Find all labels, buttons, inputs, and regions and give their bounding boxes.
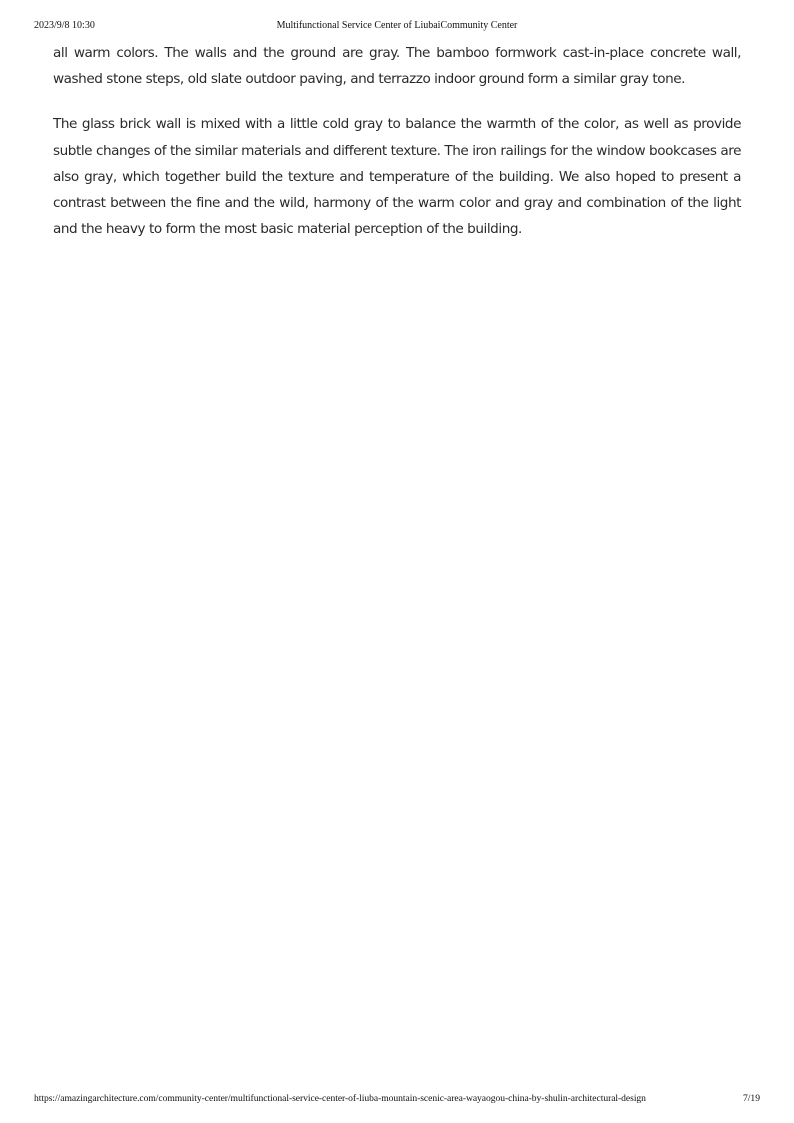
- article-body: [53, 40, 741, 261]
- print-footer: [34, 1093, 760, 1107]
- page-title: Multifunctional Service Center of LiubaiCommunity Center: [276, 20, 518, 31]
- page-number: 7/19: [742, 1093, 760, 1104]
- article-paragraph: all warm colors. The walls and the ground are gray. The bamboo formwork cast-in-place concrete wall, washed stone steps, old slate outdoor paving, and terrazzo indoor ground form a similar gray tone.: [53, 45, 741, 88]
- source-url: https://amazingarchitecture.com/community-center/multifunctional-service-center-of-liuba-mountain-scenic-area-wayaogou-china-by-shulin-architectural-design: [34, 1093, 646, 1104]
- print-datetime: 2023/9/8 10:30: [34, 20, 95, 31]
- print-header: [34, 20, 760, 34]
- article-paragraph: The glass brick wall is mixed with a little cold gray to balance the warmth of the color, as well as provide subtle changes of the similar materials and different texture. The iron railings for the window bookcases are also gray, which together build the texture and temperature of the building. We also hoped to present a contrast between the fine and the wild, harmony of the warm color and gray and combination of the light and the heavy to form the most basic material perception of the building.: [53, 116, 741, 238]
